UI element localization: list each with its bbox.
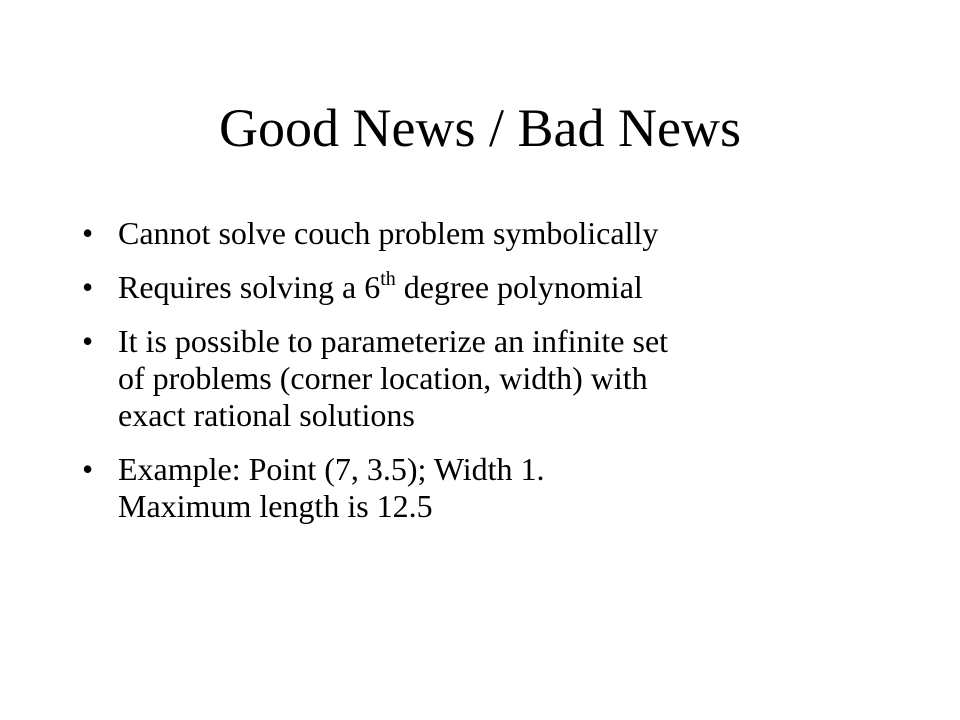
bullet-marker: • [82, 451, 94, 487]
bullet-list [82, 215, 882, 542]
bullet-line: of problems (corner location, width) with [118, 360, 648, 396]
bullet-text [118, 269, 643, 305]
bullet-line: Maximum length is 12.5 [118, 488, 433, 524]
bullet-text: Cannot solve couch problem symbolically [118, 215, 659, 251]
bullet-text [118, 323, 882, 434]
bullet-marker: • [82, 269, 94, 305]
slide-title: Good News / Bad News [219, 98, 741, 158]
bullet-item-3 [82, 323, 882, 434]
bullet-text [118, 451, 882, 525]
bullet-line: It is possible to parameterize an infinite set [118, 323, 669, 359]
bullet-item-4 [82, 451, 882, 525]
bullet-text-start: Requires solving a 6 [118, 269, 381, 305]
bullet-marker: • [82, 323, 94, 359]
bullet-line: Example: Point (7, 3.5); Width 1. [118, 451, 545, 487]
bullet-item-1 [82, 215, 882, 252]
bullet-line: exact rational solutions [118, 397, 415, 433]
ordinal-superscript: th [380, 268, 396, 290]
bullet-text-end: degree polynomial [395, 269, 643, 305]
bullet-item-2 [82, 269, 882, 306]
bullet-marker: • [82, 215, 94, 251]
